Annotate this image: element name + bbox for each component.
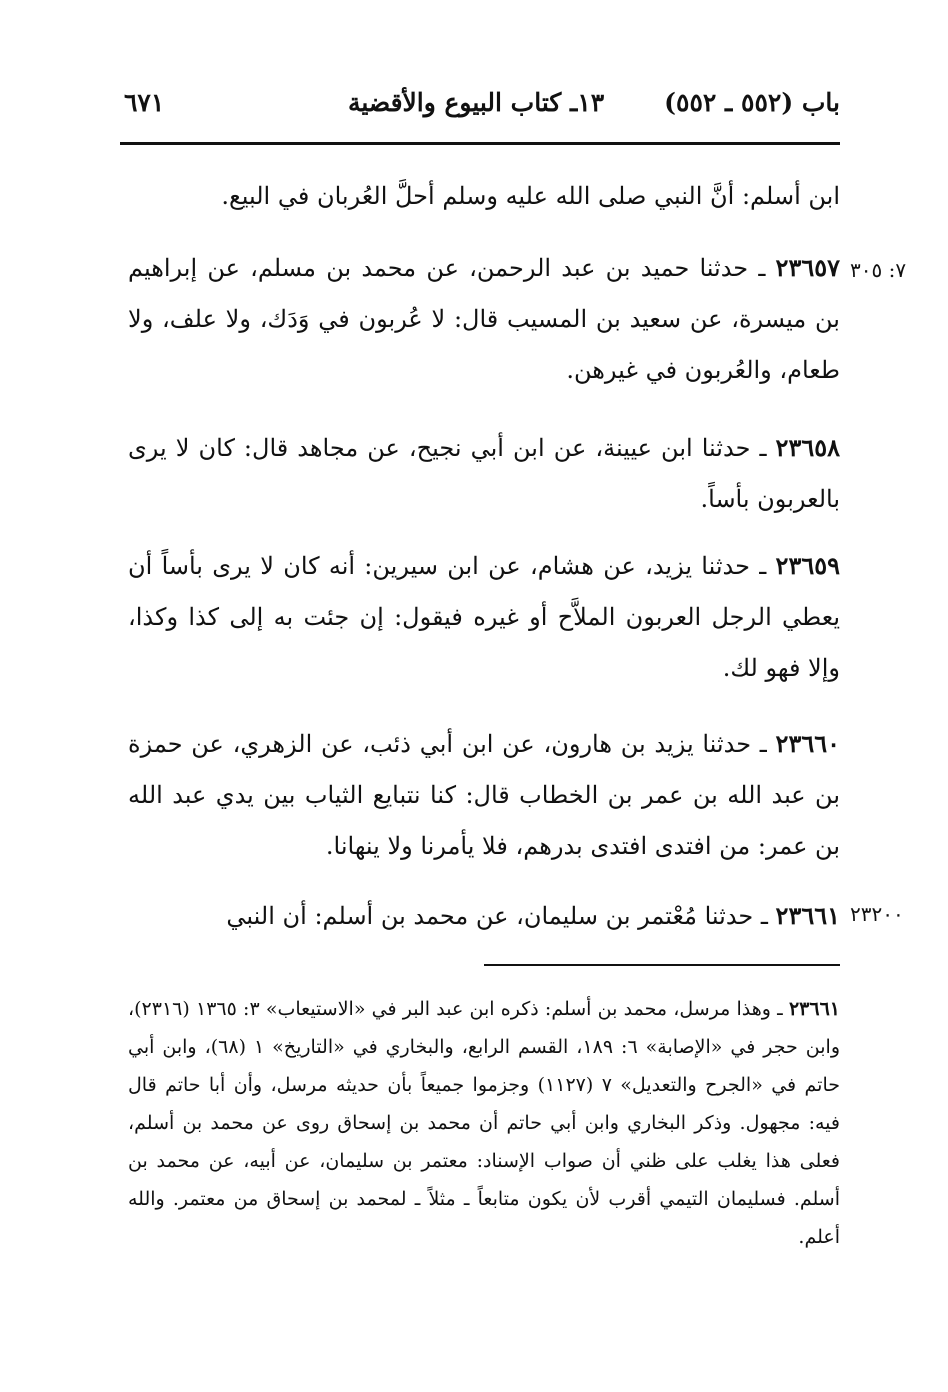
header-title bbox=[348, 88, 840, 117]
hadith-text: ـ حدثنا حميد بن عبد الرحمن، عن محمد بن مسلم، عن إبراهيم بن ميسرة، عن سعيد بن المسيب قال: لا عُربون في وَدَك، ولا علف، ولا طعام، والعُربون في غيرهن. bbox=[128, 254, 840, 384]
footnote-rule bbox=[484, 964, 840, 966]
page-number: ٦٧١ bbox=[124, 88, 165, 117]
hadith-text: ـ حدثنا مُعْتمر بن سليمان، عن محمد بن أسلم: أن النبي bbox=[226, 902, 776, 930]
hadith-23659 bbox=[128, 540, 840, 694]
header-book: ١٣ـ كتاب البيوع والأقضية bbox=[347, 88, 605, 117]
hadith-number: ٢٣٦٦٠ bbox=[775, 729, 840, 758]
hadith-23660 bbox=[128, 718, 840, 872]
hadith-text: ـ حدثنا ابن عيينة، عن ابن أبي نجيح، عن مجاهد قال: كان لا يرى بالعربون بأساً. bbox=[128, 434, 840, 513]
hadith-text: ـ حدثنا يزيد، عن هشام، عن ابن سيرين: أنه كان لا يرى بأساً أن يعطي الرجل العربون الملاَّح أو غيره فيقول: إن جئت به إلى كذا وكذا، وإلا فهو لك. bbox=[128, 552, 840, 682]
header-rule bbox=[120, 142, 840, 145]
footnote bbox=[128, 990, 840, 1256]
hadith-23657 bbox=[128, 242, 840, 396]
margin-note-reference: ٢٣٢٠٠ bbox=[850, 902, 904, 926]
hadith-number: ٢٣٦٥٩ bbox=[775, 551, 840, 580]
paragraph-continuation: ابن أسلم: أنَّ النبي صلى الله عليه وسلم أحلَّ العُربان في البيع. bbox=[221, 182, 840, 210]
hadith-text: ـ حدثنا يزيد بن هارون، عن ابن أبي ذئب، عن الزهري، عن حمزة بن عبد الله بن عمر بن الخطاب قال: كنا نتبايع الثياب بين يدي عبد الله بن عمر: من افتدى افتدى بدرهم، فلا يأمرنا ولا ينهانا. bbox=[128, 730, 841, 860]
footnote-text: ـ وهذا مرسل، محمد بن أسلم: ذكره ابن عبد البر في «الاستيعاب» ٣: ١٣٦٥ (٢٣١٦)، وابن حجر في «الإصابة» ٦: ١٨٩، القسم الرابع، والبخاري في «التاريخ» ١ (٦٨)، وابن أبي حاتم في «الجرح والتعديل» ٧ (١١٢٧) وجزموا جميعاً بأن حديثه مرسل، وأن أبا حاتم قال فيه: مجهول. وذكر البخاري وابن أبي حاتم أن محمد بن إسحاق روى عن محمد بن أسلم، فعلى هذا يغلب على ظني أن صواب الإسناد: معتمر بن سليمان، عن أبيه، عن محمد بن أسلم. فسليمان التيمي أقرب لأن يكون متابعاً ـ مثلاً ـ لمحمد بن إسحاق من معتمر. والله أعلم. bbox=[128, 998, 841, 1248]
hadith-number: ٢٣٦٥٧ bbox=[775, 253, 840, 282]
running-header bbox=[118, 86, 840, 130]
hadith-number: ٢٣٦٥٨ bbox=[775, 433, 840, 462]
footnote-number: ٢٣٦٦١ bbox=[788, 998, 840, 1020]
header-chapter: باب (٥٥٢ ـ ٥٥٢) bbox=[664, 88, 840, 117]
margin-note-volume-page: ٧: ٣٠٥ bbox=[850, 258, 907, 282]
hadith-23658 bbox=[128, 422, 840, 525]
hadith-number: ٢٣٦٦١ bbox=[775, 901, 840, 930]
hadith-23661 bbox=[128, 890, 840, 942]
